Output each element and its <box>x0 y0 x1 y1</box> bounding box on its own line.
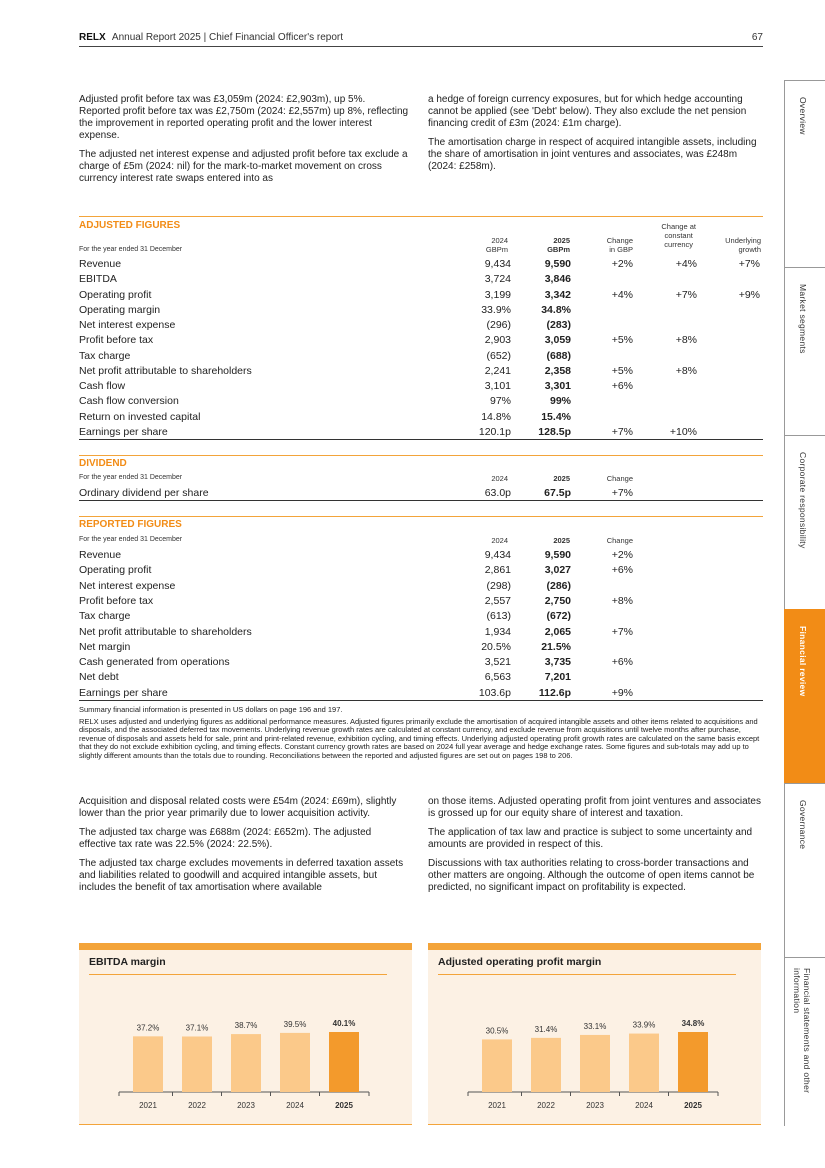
cell-value: 14.8% <box>481 410 511 423</box>
table-row <box>79 610 763 623</box>
paragraph: The adjusted net interest expense and adjusted profit before tax exclude a charge of £5m (2024: nil) for the mark-to-market movement on cross currency interest rate swaps entered into as <box>79 149 408 184</box>
bar <box>482 1039 512 1092</box>
table-row <box>79 334 763 347</box>
lower-right-column <box>428 796 766 901</box>
col-header-2024: 2024 GBPm <box>485 236 508 254</box>
cell-value: (672) <box>546 610 571 623</box>
tab-overview[interactable] <box>784 80 825 267</box>
row-label: Net interest expense <box>79 319 176 331</box>
row-label: Ordinary dividend per share <box>79 487 209 499</box>
bar-value-label: 40.1% <box>332 1019 356 1028</box>
row-label: Operating profit <box>79 564 152 577</box>
adjusted-operating-margin-chart <box>428 943 761 1125</box>
category-label: 2024 <box>635 1101 653 1110</box>
cell-value: 2,358 <box>544 364 571 377</box>
category-label: 2022 <box>537 1101 555 1110</box>
cell-value: 20.5% <box>481 640 511 653</box>
table-row <box>79 426 763 440</box>
cell-value: +7% <box>675 288 697 301</box>
tab-label: Financial review <box>798 626 808 697</box>
col-header-2025: 2025 GBPm <box>547 236 570 254</box>
row-label: Profit before tax <box>79 594 154 607</box>
adjusted-title: ADJUSTED FIGURES <box>79 220 181 231</box>
category-label: 2025 <box>335 1101 353 1110</box>
cell-value: 2,557 <box>484 594 511 607</box>
adjusted-caption: For the year ended 31 December <box>79 246 183 253</box>
cell-value: 34.8% <box>541 303 571 316</box>
table-row <box>79 395 763 408</box>
category-label: 2023 <box>586 1101 604 1110</box>
chart-title: EBITDA margin <box>89 956 166 968</box>
cell-value: (613) <box>486 610 511 623</box>
col-header-change: Change <box>606 474 633 483</box>
bar <box>329 1032 359 1092</box>
bar-value-label: 33.9% <box>632 1020 656 1030</box>
brand-name: RELX <box>79 32 106 43</box>
paragraph: a hedge of foreign currency exposures, but for which hedge accounting cannot be applied (see 'Debt' below). They also exclude the net pension financing credit of £3m (2024: £1m charge). <box>428 94 747 129</box>
footnote: Summary financial information is presented in US dollars on page 196 and 197. <box>79 705 343 714</box>
bar <box>231 1034 261 1092</box>
row-label: Operating profit <box>79 288 152 301</box>
cell-value: 112.6p <box>538 686 571 699</box>
cell-value: +7% <box>611 487 633 499</box>
table-row <box>79 258 763 271</box>
cell-value: +10% <box>669 425 697 438</box>
reported-caption: For the year ended 31 December <box>79 536 183 543</box>
reported-divider <box>79 516 763 517</box>
bar <box>629 1034 659 1092</box>
table-row <box>79 487 763 501</box>
operating-margin-bar-plot <box>428 950 761 1125</box>
cell-value: 63.0p <box>484 487 511 499</box>
cell-value: 21.5% <box>541 640 571 653</box>
category-label: 2023 <box>237 1101 255 1110</box>
tab-label: Financial statements and other information <box>792 968 812 1094</box>
cell-value: +6% <box>611 656 633 669</box>
bar-value-label: 30.5% <box>485 1026 509 1036</box>
cell-value: (296) <box>486 319 511 331</box>
paragraph: The adjusted tax charge was £688m (2024: £652m). The adjusted effective tax rate was 22.5% (2024: 22.5%). <box>79 827 372 850</box>
bar <box>580 1035 610 1092</box>
cell-value: 33.9% <box>481 303 511 316</box>
table-row <box>79 289 763 302</box>
row-label: Return on invested capital <box>79 410 201 423</box>
cell-value: +9% <box>738 288 760 301</box>
ebitda-bar-plot <box>79 950 412 1125</box>
row-label: Revenue <box>79 258 122 270</box>
bar <box>531 1038 561 1092</box>
table-row <box>79 380 763 393</box>
cell-value: 120.1p <box>478 425 511 438</box>
row-label: Net profit attributable to shareholders <box>79 364 252 377</box>
paragraph: on those items. Adjusted operating profit from joint ventures and associates is grossed up for our equity share of interest and taxation. <box>428 796 761 819</box>
cell-value: 2,065 <box>544 625 571 638</box>
col-header-underlying: Underlying growth <box>725 236 761 254</box>
cell-value: 3,735 <box>544 656 571 669</box>
col-header-2024: 2024 <box>491 536 508 545</box>
ebitda-margin-chart <box>79 943 412 1125</box>
row-label: Cash generated from operations <box>79 656 230 669</box>
row-label: Earnings per share <box>79 425 168 438</box>
bar-value-label: 38.7% <box>234 1021 258 1031</box>
tab-label: Corporate responsibility <box>798 452 808 549</box>
cell-value: 2,903 <box>484 334 511 347</box>
cell-value: +8% <box>611 594 633 607</box>
cell-value: (298) <box>486 579 511 592</box>
row-label: Net debt <box>79 671 119 684</box>
cell-value: +5% <box>611 364 633 377</box>
cell-value: 3,846 <box>544 273 571 286</box>
category-label: 2021 <box>139 1101 157 1110</box>
table-row <box>79 580 763 593</box>
footnotes <box>79 706 763 763</box>
tab-label: Overview <box>798 97 808 135</box>
col-header-2025: 2025 <box>553 536 570 545</box>
category-label: 2022 <box>188 1101 206 1110</box>
bar <box>678 1032 708 1092</box>
paragraph: The application of tax law and practice is subject to some uncertainty and amounts are provided in respect of this. <box>428 827 753 850</box>
cell-value: 99% <box>549 395 571 408</box>
cell-value: 6,563 <box>484 671 511 684</box>
table-row <box>79 365 763 378</box>
cell-value: +8% <box>675 364 697 377</box>
cell-value: 2,750 <box>544 594 571 607</box>
col-header-2025: 2025 <box>553 474 570 483</box>
cell-value: +2% <box>611 549 633 561</box>
intro-left-column <box>79 94 409 192</box>
reported-title: REPORTED FIGURES <box>79 519 182 530</box>
page-header <box>79 32 763 47</box>
cell-value: (652) <box>486 349 511 362</box>
row-label: Net margin <box>79 640 131 653</box>
bar-value-label: 34.8% <box>681 1019 705 1028</box>
table-row <box>79 671 763 684</box>
bar <box>182 1036 212 1092</box>
category-label: 2025 <box>684 1101 702 1110</box>
cell-value: (286) <box>546 579 571 592</box>
table-row <box>79 350 763 363</box>
cell-value: 97% <box>489 395 511 408</box>
cell-value: 2,861 <box>484 564 511 577</box>
chart-title: Adjusted operating profit margin <box>438 956 602 968</box>
table-row <box>79 641 763 654</box>
bar-value-label: 31.4% <box>534 1024 558 1034</box>
row-label: EBITDA <box>79 273 117 286</box>
cell-value: 3,521 <box>484 656 511 669</box>
cell-value: +4% <box>611 288 633 301</box>
table-row <box>79 273 763 286</box>
table-row <box>79 411 763 424</box>
row-label: Cash flow <box>79 380 126 392</box>
cell-value: +9% <box>611 686 633 699</box>
report-title: Annual Report 2025 | Chief Financial Officer's report <box>111 32 344 43</box>
bar <box>280 1033 310 1092</box>
cell-value: +7% <box>738 258 760 270</box>
row-label: Earnings per share <box>79 686 168 699</box>
row-label: Cash flow conversion <box>79 395 179 408</box>
row-label: Profit before tax <box>79 334 154 347</box>
cell-value: 9,434 <box>484 549 511 561</box>
dividend-title: DIVIDEND <box>79 458 127 469</box>
paragraph: Acquisition and disposal related costs were £54m (2024: £69m), slightly lower than the prior year primarily due to lower acquisition activity. <box>79 796 397 819</box>
cell-value: (688) <box>546 349 571 362</box>
cell-value: 103.6p <box>478 686 511 699</box>
col-header-change: Change in GBP <box>606 236 633 254</box>
paragraph: The amortisation charge in respect of acquired intangible assets, including the share of amortisation in joint ventures and associates, was £248m (2024: £258m). <box>428 137 757 172</box>
tab-market-segments[interactable] <box>784 267 825 435</box>
dividend-divider <box>79 455 763 456</box>
cell-value: 3,101 <box>484 380 511 392</box>
cell-value: 3,059 <box>544 334 571 347</box>
cell-value: 9,590 <box>544 258 571 270</box>
row-label: Net profit attributable to shareholders <box>79 625 252 638</box>
row-label: Revenue <box>79 549 122 561</box>
row-label: Tax charge <box>79 610 131 623</box>
table-row <box>79 564 763 577</box>
cell-value: 1,934 <box>484 625 511 638</box>
cell-value: +6% <box>611 564 633 577</box>
bar-value-label: 37.2% <box>136 1023 160 1033</box>
category-label: 2024 <box>286 1101 304 1110</box>
bar <box>133 1036 163 1092</box>
cell-value: 15.4% <box>541 410 571 423</box>
cell-value: 3,199 <box>484 288 511 301</box>
col-header-constant: Change at constant currency <box>661 222 696 249</box>
table-row <box>79 319 763 332</box>
row-label: Net interest expense <box>79 579 176 592</box>
cell-value: 128.5p <box>538 425 571 438</box>
row-label: Tax charge <box>79 349 131 362</box>
bar-value-label: 39.5% <box>283 1019 307 1029</box>
col-header-change: Change <box>606 536 633 545</box>
bar-value-label: 33.1% <box>583 1021 607 1031</box>
table-row <box>79 626 763 639</box>
tab-financial-statements[interactable] <box>784 957 825 1126</box>
intro-right-column <box>428 94 766 180</box>
table-row <box>79 687 763 701</box>
cell-value: +4% <box>675 258 697 270</box>
cell-value: +5% <box>611 334 633 347</box>
tab-corporate-responsibility[interactable] <box>784 435 825 609</box>
cell-value: 7,201 <box>544 671 571 684</box>
tab-label: Market segments <box>798 284 808 354</box>
cell-value: +8% <box>675 334 697 347</box>
dividend-caption: For the year ended 31 December <box>79 474 183 481</box>
cell-value: +7% <box>611 625 633 638</box>
tab-label: Governance <box>798 800 808 850</box>
footnote: RELX uses adjusted and underlying figures as additional performance measures. Adjusted figures primarily exclude the amortisation of acquired intangible assets and other items related to acquisitions and disposals, and the associated deferred tax movements. Underlying revenue growth rates are calculated at constant currency, and exclude revenue from acquisitions until twelve months after purchase, revenue of disposals and assets held for sale, print and print-related revenue, exhibition cycling, and timing effects. Underlying adjusted operating profit growth rates are calculated on the same basis except that they do not exclude exhibition cycling, and timing effects. Constant currency growth rates are based on 2024 full year average and hedge exchange rates. Some figures and sub-totals may add up to slightly different amounts than the totals due to rounding. Reconciliations between the reported and adjusted figures are set out on pages 198 to 206. <box>79 716 760 760</box>
tab-governance[interactable] <box>784 783 825 957</box>
cell-value: (283) <box>546 319 571 331</box>
cell-value: 3,342 <box>544 288 571 301</box>
category-label: 2021 <box>488 1101 506 1110</box>
page-number: 67 <box>751 32 763 43</box>
cell-value: 67.5p <box>544 487 571 499</box>
tab-financial-review[interactable] <box>784 609 825 783</box>
cell-value: 3,027 <box>544 564 571 577</box>
paragraph: Discussions with tax authorities relating to cross-border transactions and other matters are ongoing. Although the outcome of open items cannot be predicted, no significant impact on profitability is expected. <box>428 858 755 893</box>
adjusted-divider <box>79 216 763 217</box>
cell-value: +2% <box>611 258 633 270</box>
paragraph: The adjusted tax charge excludes movements in deferred taxation assets and liabilities related to goodwill and acquired intangible assets, but includes the benefit of tax amortisation where available <box>79 858 404 893</box>
cell-value: 2,241 <box>484 364 511 377</box>
row-label: Operating margin <box>79 303 161 316</box>
table-row <box>79 549 763 562</box>
table-row <box>79 656 763 669</box>
table-row <box>79 304 763 317</box>
table-row <box>79 595 763 608</box>
paragraph: Adjusted profit before tax was £3,059m (2024: £2,903m), up 5%. Reported profit before tax was £2,750m (2024: £2,557m) up 8%, reflecting the improvement in reported operating profit and the lower interest expense. <box>79 94 409 141</box>
lower-left-column <box>79 796 411 901</box>
cell-value: 9,590 <box>544 549 571 561</box>
cell-value: 3,301 <box>544 380 571 392</box>
cell-value: 3,724 <box>484 273 511 286</box>
section-tabs <box>784 80 825 1126</box>
col-header-2024: 2024 <box>491 474 508 483</box>
cell-value: 9,434 <box>484 258 511 270</box>
bar-value-label: 37.1% <box>185 1023 209 1033</box>
cell-value: +6% <box>611 380 633 392</box>
cell-value: +7% <box>611 425 633 438</box>
